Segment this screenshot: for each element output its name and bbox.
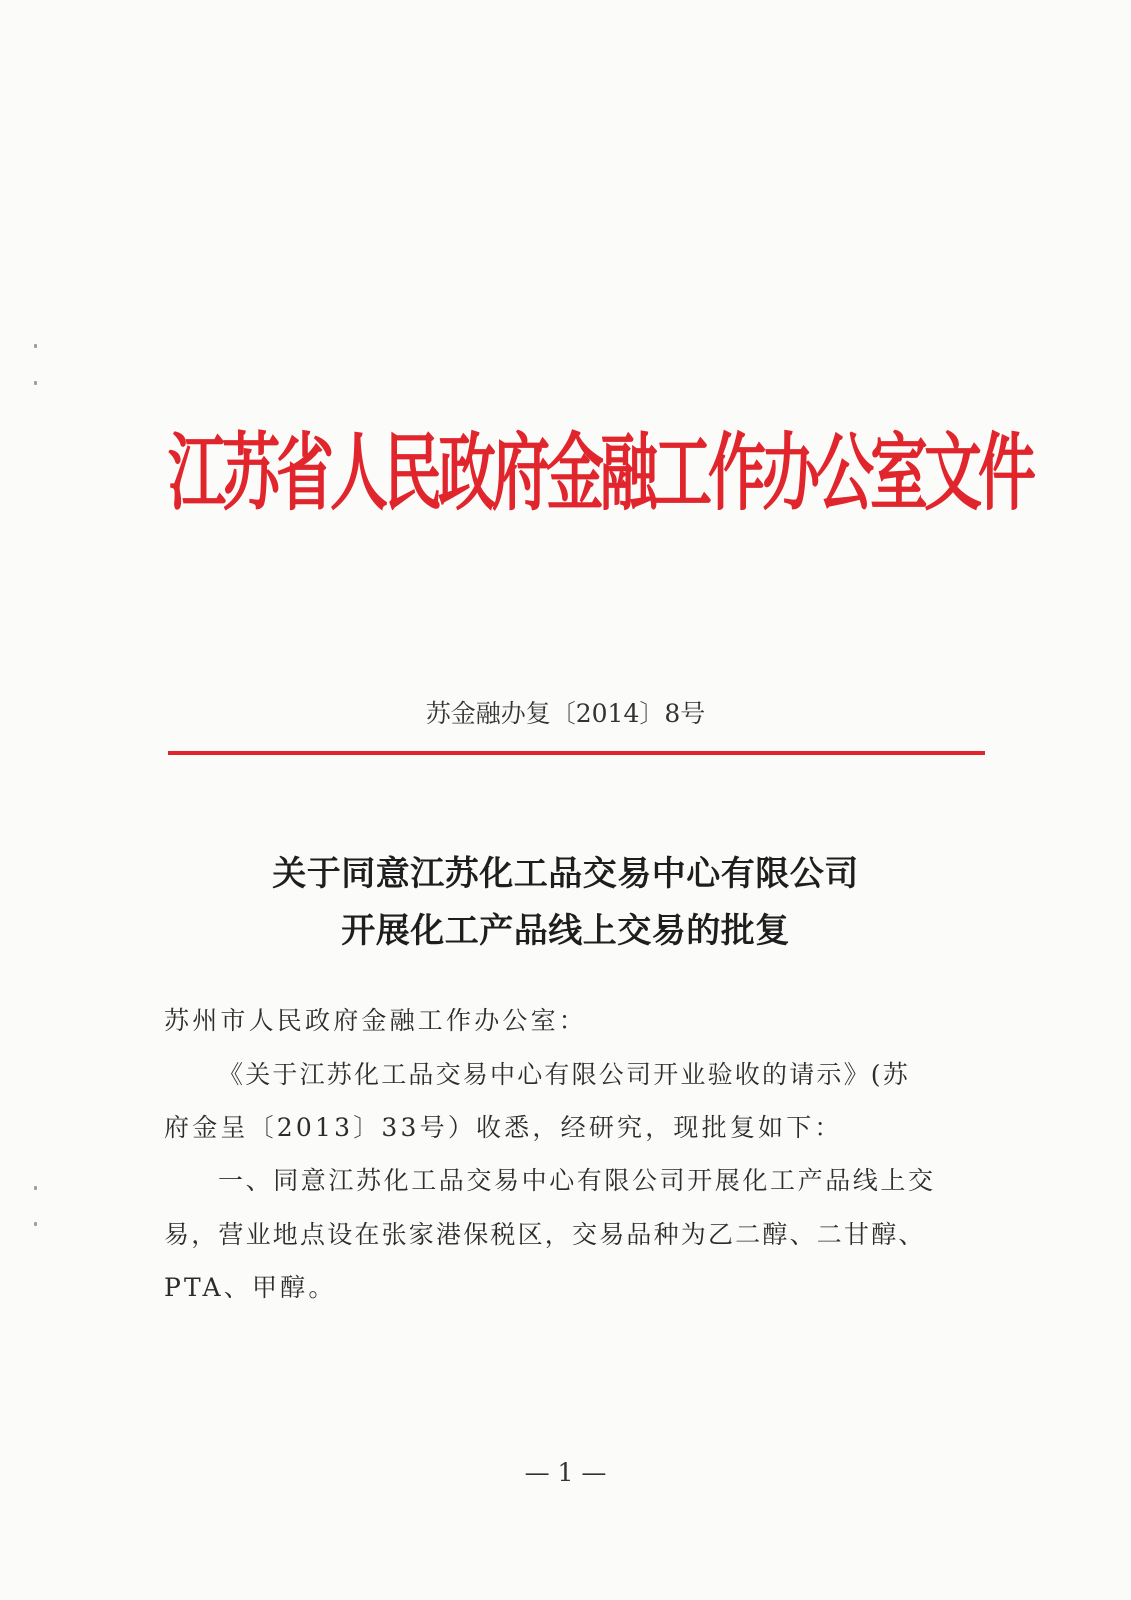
issuer-header-title: 江苏省人民政府金融工作办公室文件 [168, 423, 1033, 523]
paragraph-2-line-1: 一、同意江苏化工品交易中心有限公司开展化工产品线上交 [218, 1166, 936, 1195]
addressee: 苏州市人民政府金融工作办公室： [164, 1006, 588, 1035]
paragraph-2-line-2: 易，营业地点设在张家港保税区，交易品种为乙二醇、二甘醇、 [164, 1220, 926, 1249]
red-divider-line [168, 751, 985, 755]
paragraph-1-line-1: 《关于江苏化工品交易中心有限公司开业验收的请示》(苏 [218, 1060, 910, 1089]
scan-speck [34, 1222, 37, 1226]
paragraph-1-line-2: 府金呈〔2013〕33号）收悉，经研究，现批复如下： [164, 1113, 843, 1142]
page-number: — 1 — [524, 1458, 607, 1487]
scan-speck [34, 1186, 37, 1190]
document-title-line-2: 开展化工产品线上交易的批复 [341, 911, 790, 951]
scan-speck [34, 344, 37, 348]
document-title-line-1: 关于同意江苏化工品交易中心有限公司 [272, 854, 859, 894]
scan-speck [34, 381, 37, 385]
paragraph-2-line-3: PTA、甲醇。 [164, 1273, 337, 1302]
document-number: 苏金融办复〔2014〕8号 [425, 699, 706, 728]
